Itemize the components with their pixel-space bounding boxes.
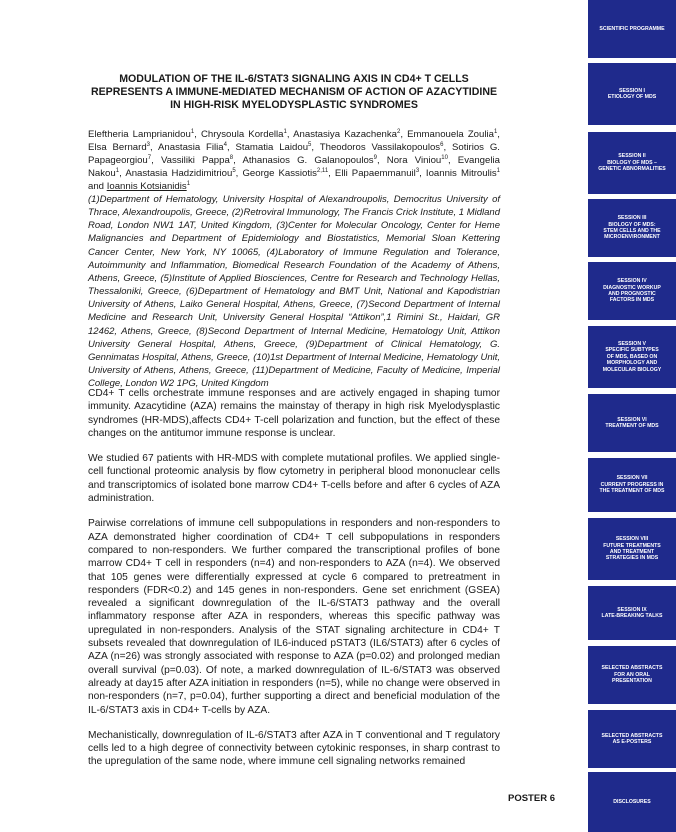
author-name: Nora Viniou [386,155,442,167]
abstract-paragraph: We studied 67 patients with HR-MDS with complete mutational profiles. We applied single-cell functional proteomic analysis by flow cytometry in peripheral blood mononuclear cells and transcriptomics of isolated bone marrow CD4+ T-cells before and after 6 cycles of AZA administration. [88,453,500,505]
abstract-body [88,387,500,781]
author-name: Anastasiya Kazachenka [293,129,397,140]
abstract-paragraph: Pairwise correlations of immune cell subpopulations in responders and non-responders to AZA demonstrated higher coordination of CD4+ T cell subpopulations in responders compared to non-responders. We further compared the transcriptional profiles of bone marrow CD4+ T cell in responders (n=4) and non-responders to AZA (n=4). We observed that 105 genes were differentially expressed at cycle 6 compared to pretreatment in responders (FDR<0.2) and 145 genes in non-responders. Gene set enrichment (GSEA) revealed a significant downregulation of the IL-6/STAT3 pathway and the overall inflammatory response after AZA in responders, whereas this specific pathway was upregulated in non-responders. Analysis of the STAT signaling architecture in CD4+ T subsets revealed that downregulation of IL6-induced pSTAT3 (IL6/STAT3) after 6 cycles of AZA (n=26) was strongly associated with response to AZA (p=0.02) and prolonged median overall survival (p=0.03). Of note, a marked downregulation of IL-6/STAT3 was observed already at day15 after AZA initiation in responders (n=5), while no change were observed in non-responders (n=7, p=0.04), further supporting a direct and beneficial modulation of the IL-6/STAT3 axis in CD4+ T-cells by AZA. [88,518,500,716]
author-affiliation-mark: 2 [397,128,401,135]
author-affiliation-mark: 1 [493,128,498,135]
author-affiliation-mark: 1 [115,168,120,175]
author-name: Vassiliki Pappa [160,155,230,167]
author-affiliation-mark: 1 [283,128,287,135]
sidebar-item-8[interactable]: SESSION VII CURRENT PROGRESS IN THE TREATMENT OF MDS [588,458,676,512]
author-affiliation-mark: 5 [232,168,236,175]
sidebar-nav [588,0,676,832]
author-name: Athanasios G. Galanopoulos [242,155,374,167]
sidebar-item-1[interactable]: SCIENTIFIC PROGRAMME [588,0,676,58]
abstract-paragraph: CD4+ T cells orchestrate immune responses and are actively engaged in shaping tumor immunity. Azacytidine (AZA) remains the mainstay of therapy in high risk Myelodysplastic syndromes (HR-MDS),affects CD4+ T-cell polarization and function, but the effect of these changes on the antitumor immune response is unclear. [88,388,500,439]
sidebar-item-7[interactable]: SESSION VI TREATMENT OF MDS [588,394,676,452]
author-name: Emmanouela Zoulia [407,129,494,140]
author-affiliation-mark: 5 [308,141,312,148]
author-name: Ioannis Mitroulis [425,168,497,180]
sidebar-item-13[interactable]: DISCLOSURES [588,772,676,832]
author-name: Stamatia Laidou [235,142,309,154]
author-list: Eleftheria Lamprianidou$^1$, Chrysoula Kordella$^1$, Anastasiya Kazachenka$^2$, Emmanouela Zoulia$^1$, Elsa Bernard$^3$, Anastasia Filia$^4$, Stamatia Laidou$^5$, Theodoros Vassilakopoulos$^6$, Sotirios G. Papageorgiou$^7$, Vassiliki Pappa$^8$, Athanasios G. Galanopoulos$^9$, Nora Viniou$^{10}$, Evangelia Nakou$^1$, Anastasia Hadzidimitriou$^5$, George Kassiotis$^{2,11}$, Elli Papaemmanuil$^3$, Ioannis Mitroulis$^1$ and Ioannis Kotsianidis$^1$ [88,128,501,193]
sidebar-item-10[interactable]: SESSION IX LATE-BREAKING TALKS [588,586,676,640]
sidebar-item-6[interactable]: SESSION V SPECIFIC SUBTYPES OF MDS, BASED ON MORPHOLOGY AND MOLECULAR BIOLOGY [588,326,676,388]
author-affiliation-mark: 8 [229,155,234,161]
affiliations: (1)Department of Hematology, University Hospital of Alexandroupolis, Democritus University of Thrace, Alexandroupolis, Greece, (2)Retroviral Immunology, The Francis Crick Institute, 1 Midland Road, London NW1 1AT, United Kingdom, (3)Center for Molecular Oncology, Center for Heme Malignancies and Department of Epidemiology and Biostatistics, Memorial Sloan Kettering Cancer Center, New York, NY 10065, (4)Laboratory of Immune Regulation and Tolerance, Autoimmunity and Inflammation, Biomedical Research Foundation of the Academy of Athens, Athens, Greece, (5)Institute of Applied Biosciences, Centre for Research and Technology Hellas, Thessaloniki, Greece, (6)Department of Hematology and BMT Unit, National and Kapodistrian University of Athens, Laiko General Hospital, Athens, Greece, (7)Second Department of Internal Medicine and Research Unit, University General Hospital “Attikon”,1 Rimini St., Haidari, GR 12462, Athens, Greece, (8)Second Department of Internal Medicine, Hematology Unit, Attikon University General Hospital, Athens, Greece, (9)Department of Clinical Hematology, G. Gennimatas Hospital, Athens, Greece, (10)1st Department of Internal Medicine, Hematology Unit, University of Athens, Athens, Greece, (11)Department of Medicine, Faculty of Medicine, Imperial College, London W2 1PG, United Kingdom [88,194,500,390]
sidebar-item-2[interactable]: SESSION I ETIOLOGY OF MDS [588,63,676,125]
author-name: Anastasia Filia [158,142,224,154]
author-name: Eleftheria Lamprianidou [88,129,191,140]
author-name: Elsa Bernard [88,142,147,154]
abstract-title: MODULATION OF THE IL-6/STAT3 SIGNALING AXIS IN CD4+ T CELLS REPRESENTS A IMMUNE-MEDIATED MECHANISM OF ACTION OF AZACYTIDINE IN HIGH-RISK MYELODYSPLASTIC SYNDROMES [90,73,498,112]
author-name: Elli Papaemmanuil [334,168,416,180]
sidebar-item-5[interactable]: SESSION IV DIAGNOSTIC WORKUP AND PROGNOSTIC FACTORS IN MDS [588,262,676,320]
author-affiliation-mark: 7 [147,155,152,161]
sidebar-item-11[interactable]: SELECTED ABSTRACTS FOR AN ORAL PRESENTATION [588,646,676,704]
abstract-paragraph: Mechanistically, downregulation of IL-6/STAT3 after AZA in T conventional and T regulatory cells led to a high degree of connectivity between cytokinic responses, in sharp contrast to the upregulation of the same node, where immune cell signaling networks remained [88,729,500,768]
author-affiliation-mark: 9 [373,155,377,161]
author-affiliation-mark: 4 [223,141,227,148]
author-name: Ioannis Kotsianidis [106,181,187,193]
author-affiliation-mark: 1 [496,168,501,175]
author-affiliation-mark: 3 [415,168,420,175]
poster-number: POSTER 6 [508,793,555,804]
author-affiliation-mark: 10 [441,155,448,161]
author-name: Evangelia Nakou [88,155,500,180]
sidebar-item-12[interactable]: SELECTED ABSTRACTS AS E-POSTERS [588,710,676,768]
author-affiliation-mark: 3 [146,141,151,148]
author-affiliation-mark: 2,11 [316,168,329,175]
sidebar-item-3[interactable]: SESSION II BIOLOGY OF MDS – GENETIC ABNORMALITIES [588,132,676,194]
sidebar-item-9[interactable]: SESSION VIII FUTURE TREATMENTS AND TREATMENT STRATEGIES IN MDS [588,518,676,580]
author-affiliation-mark: 1 [186,181,191,188]
author-name: George Kassiotis [242,168,317,180]
author-affiliation-mark: 6 [440,141,444,148]
author-name: Theodoros Vassilakopoulos [319,142,441,154]
author-name: Sotirios G. Papageorgiou [88,142,500,167]
author-name: Chrysoula Kordella [200,129,284,140]
author-name: Anastasia Hadzidimitriou [125,168,233,180]
author-affiliation-mark: 1 [190,128,195,135]
sidebar-item-4[interactable]: SESSION III BIOLOGY OF MDS: STEM CELLS AND THE MICROENVIRONMENT [588,199,676,257]
